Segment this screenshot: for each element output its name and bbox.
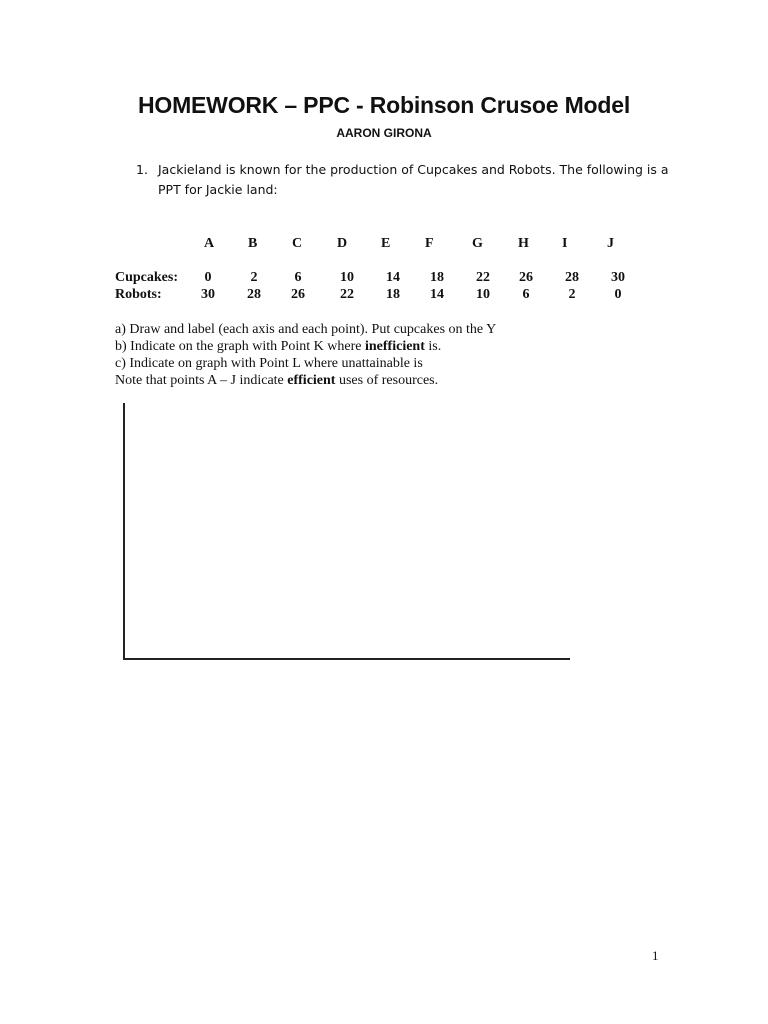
ppt-cell: 26 [519, 270, 533, 285]
ppt-cell: 0 [204, 270, 212, 285]
ppt-cell: 6 [294, 270, 302, 285]
instructions [115, 321, 496, 389]
ppt-cell: 22 [476, 270, 490, 285]
author-name: AARON GIRONA [336, 126, 432, 140]
instruction-b: b) Indicate on the graph with Point K where inefficient is. [115, 339, 442, 354]
ppt-row-label: Cupcakes: [115, 270, 179, 285]
question-text: Jackieland is known for the production of Cupcakes and Robots. The following is a PPT for Jackie land: [158, 162, 669, 197]
ppt-cell: 30 [611, 270, 625, 285]
instruction-note: Note that points A – J indicate efficient uses of resources. [115, 373, 439, 388]
question-number: 1. [136, 162, 148, 177]
ppt-point-header: F [425, 236, 434, 251]
page-title: HOMEWORK – PPC - Robinson Crusoe Model [137, 92, 631, 118]
ppt-point-header: E [381, 236, 391, 251]
efficient-term: efficient [287, 373, 336, 388]
ppt-point-header: B [248, 236, 258, 251]
ppt-cell: 2 [250, 270, 258, 285]
ppt-cell: 10 [340, 270, 354, 285]
page-number: 1 [652, 948, 659, 963]
ppt-point-header: G [472, 236, 483, 251]
ppt-point-header: H [518, 236, 529, 251]
inefficient-term: inefficient [365, 339, 425, 354]
ppt-cell: 2 [568, 287, 576, 302]
ppt-point-header: C [292, 236, 303, 251]
ppt-cell: 0 [614, 287, 622, 302]
ppt-point-header: D [337, 236, 348, 251]
ppt-cell: 30 [201, 287, 215, 302]
graph-x-axis [123, 658, 570, 660]
instruction-a: a) Draw and label (each axis and each point). Put cupcakes on the Y [115, 322, 497, 337]
instruction-c: c) Indicate on graph with Point L where unattainable is [115, 356, 423, 371]
ppt-cell: 18 [386, 287, 400, 302]
question-1 [136, 160, 676, 200]
ppt-point-header: I [562, 236, 568, 251]
ppt-cell: 22 [340, 287, 354, 302]
ppt-cell: 10 [476, 287, 490, 302]
graph-y-axis [123, 403, 125, 660]
ppt-cell: 28 [565, 270, 579, 285]
ppt-cell: 18 [430, 270, 444, 285]
ppt-cell: 14 [386, 270, 400, 285]
ppt-cell: 6 [522, 287, 530, 302]
ppt-cell: 28 [247, 287, 261, 302]
ppt-point-header: J [607, 236, 614, 251]
ppt-row-label: Robots: [115, 287, 162, 302]
ppt-point-header: A [204, 236, 215, 251]
ppt-cell: 14 [430, 287, 444, 302]
ppt-cell: 26 [291, 287, 305, 302]
